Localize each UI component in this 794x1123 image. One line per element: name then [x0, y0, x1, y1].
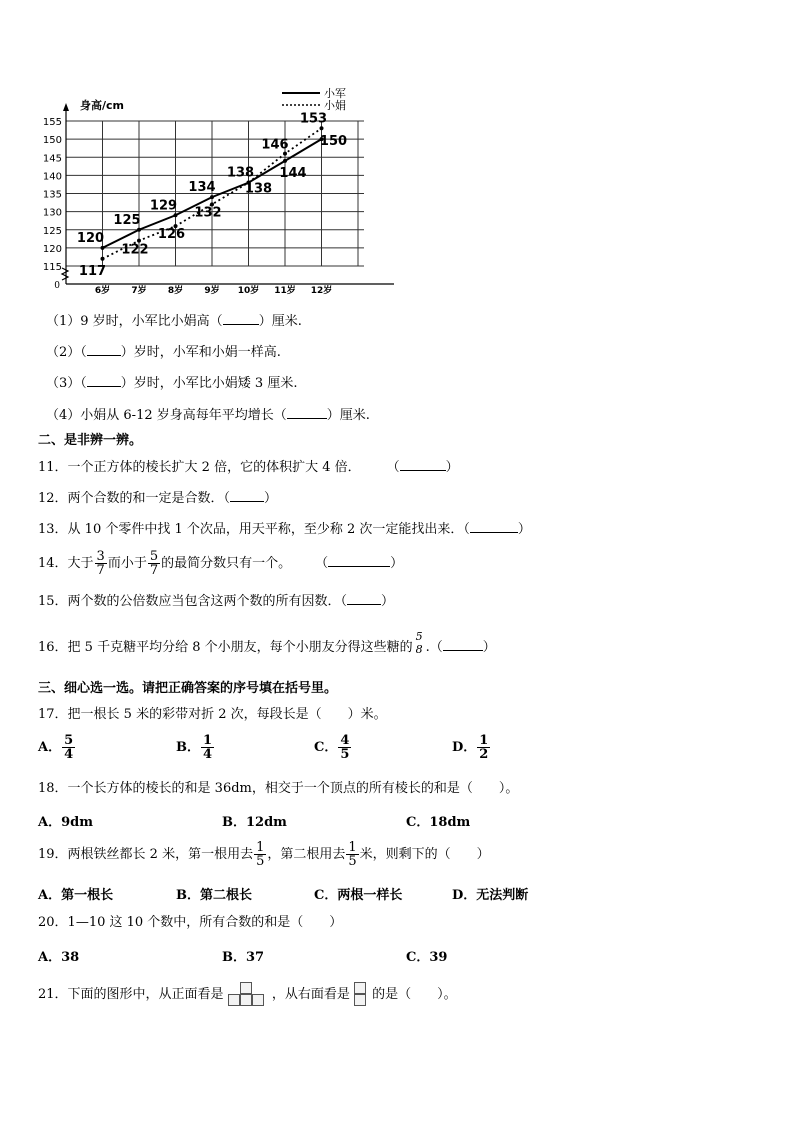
- answer-blank[interactable]: [223, 312, 259, 325]
- answer-blank[interactable]: [87, 374, 121, 387]
- origin-label: 0: [54, 281, 60, 291]
- y-tick-label: 150: [42, 135, 62, 147]
- data-label: 129: [149, 198, 178, 214]
- question-17: 17．把一根长 5 米的彩带对折 2 次，每段长是（ ）米。: [38, 707, 387, 722]
- q17-option-a[interactable]: A． $\frac{5}{4}$: [38, 733, 74, 762]
- fraction: $\frac{5}{7}$: [149, 549, 159, 578]
- q19-option-a[interactable]: A．第一根长: [38, 888, 114, 903]
- legend-label: 小娟: [324, 99, 346, 112]
- q17-option-d[interactable]: D． $\frac{1}{2}$: [452, 733, 489, 762]
- x-tick-label: 12岁: [310, 286, 333, 296]
- question-4: （4）小娟从 6-12 岁身高每年平均增长（ ）厘米.: [46, 408, 370, 423]
- data-point: [101, 246, 105, 250]
- data-point: [210, 195, 214, 199]
- x-tick-label: 7岁: [131, 286, 147, 296]
- question-19: 19．两根铁丝都长 2 米，第一根用去 $\frac{1}{5}$ ，第二根用去 $\frac{1}{5}$ 米，则剩下的（ ）: [38, 840, 490, 869]
- answer-blank[interactable]: [400, 458, 446, 471]
- answer-blank[interactable]: [287, 406, 327, 419]
- answer-blank[interactable]: [347, 592, 381, 605]
- section-3-title: 三、细心选一选。请把正确答案的序号填在括号里。: [38, 681, 338, 696]
- x-tick-label: 6岁: [94, 286, 111, 296]
- q19-option-b[interactable]: B．第二根长: [176, 888, 252, 903]
- y-tick-label: 135: [42, 189, 62, 201]
- front-view-figure: [228, 982, 268, 1008]
- y-tick-label: 140: [42, 171, 62, 183]
- fraction: $\frac{3}{7}$: [96, 549, 105, 578]
- y-axis-label: 身高/cm: [80, 99, 124, 112]
- answer-blank[interactable]: [328, 554, 390, 567]
- height-line-chart: [42, 84, 392, 296]
- q19-option-c[interactable]: C．两根一样长: [314, 888, 403, 903]
- answer-blank[interactable]: [87, 343, 121, 356]
- data-label: 146: [261, 137, 289, 153]
- q18-option-a[interactable]: A．9dm: [38, 815, 93, 830]
- y-tick-label: 125: [42, 225, 62, 237]
- data-label: 144: [279, 165, 307, 181]
- y-tick-label: 120: [42, 243, 62, 255]
- y-tick-label: 130: [42, 207, 62, 219]
- answer-blank[interactable]: [470, 520, 518, 533]
- data-label: 132: [194, 205, 222, 221]
- data-label: 120: [76, 230, 105, 246]
- q20-option-c[interactable]: C．39: [406, 950, 448, 965]
- data-label: 126: [157, 227, 186, 243]
- data-label: 117: [78, 263, 107, 279]
- question-2: （2）（ ）岁时，小军和小娟一样高.: [46, 345, 281, 360]
- question-14: 14．大于 $\frac{3}{7}$ 而小于 $\frac{5}{7}$ 的最简分数只有一个。 （ ）: [38, 549, 404, 578]
- axis-break-mark: [62, 268, 68, 280]
- q20-option-b[interactable]: B．37: [222, 950, 265, 965]
- section-2-title: 二、是非辨一辨。: [38, 433, 143, 448]
- q17-option-b[interactable]: B． $\frac{1}{4}$: [176, 733, 213, 762]
- data-point: [320, 126, 324, 130]
- q18-option-b[interactable]: B．12dm: [222, 815, 287, 830]
- q19-option-d[interactable]: D．无法判断: [452, 888, 529, 903]
- legend-label: 小军: [324, 87, 346, 100]
- question-15: 15．两个数的公倍数应当包含这两个数的所有因数．（ ）: [38, 594, 395, 609]
- question-20: 20．1—10 这 10 个数中，所有合数的和是（ ）: [38, 915, 343, 930]
- data-label: 150: [319, 134, 348, 150]
- fraction: 5 8: [415, 630, 423, 656]
- question-11: 11．一个正方体的棱长扩大 2 倍，它的体积扩大 4 倍． （ ）: [38, 460, 459, 475]
- data-label: 122: [121, 242, 149, 258]
- x-tick-label: 9岁: [204, 286, 220, 296]
- x-tick-label: 8岁: [167, 286, 184, 296]
- question-16: 16．把 5 千克糖平均分给 8 个小朋友，每个小朋友分得这些糖的 5 8 .（ ）: [38, 630, 496, 656]
- q17-option-c[interactable]: C． $\frac{4}{5}$: [314, 733, 350, 762]
- answer-blank[interactable]: [443, 638, 483, 651]
- question-18: 18．一个长方体的棱长的和是 36dm，相交于一个顶点的所有棱长的和是（ ）。: [38, 781, 519, 796]
- y-tick-label: 155: [42, 117, 62, 128]
- y-tick-label: 115: [42, 262, 62, 273]
- data-label: 125: [113, 212, 141, 228]
- data-label: 153: [299, 111, 328, 127]
- question-1: （1）9 岁时，小军比小娟高（ ）厘米.: [46, 314, 302, 329]
- data-point: [283, 159, 287, 163]
- question-3: （3）（ ）岁时，小军比小娟矮 3 厘米.: [46, 376, 298, 391]
- y-axis-arrow: [63, 103, 69, 111]
- question-21: 21．下面的图形中，从正面看是 ，从右面看是 的是（ ）。: [38, 980, 457, 1010]
- x-tick-label: 10岁: [237, 286, 260, 296]
- q20-option-a[interactable]: A．38: [38, 950, 80, 965]
- x-tick-label: 11岁: [274, 286, 296, 296]
- answer-blank[interactable]: [230, 489, 264, 502]
- data-label: 134: [188, 180, 216, 196]
- data-point: [174, 213, 178, 217]
- data-label: 138: [244, 181, 273, 197]
- y-tick-label: 145: [42, 153, 62, 165]
- fraction: $\frac{1}{5}$: [256, 840, 265, 869]
- question-13: 13．从 10 个零件中找 1 个次品，用天平称，至少称 2 次一定能找出来．（ ）: [38, 522, 531, 537]
- right-view-figure: [354, 982, 368, 1008]
- q18-option-c[interactable]: C．18dm: [406, 815, 471, 830]
- data-point: [137, 228, 141, 232]
- fraction: $\frac{1}{5}$: [348, 840, 357, 869]
- data-point: [101, 257, 105, 261]
- question-12: 12．两个合数的和一定是合数．（ ）: [38, 491, 278, 506]
- data-label: 138: [226, 165, 255, 181]
